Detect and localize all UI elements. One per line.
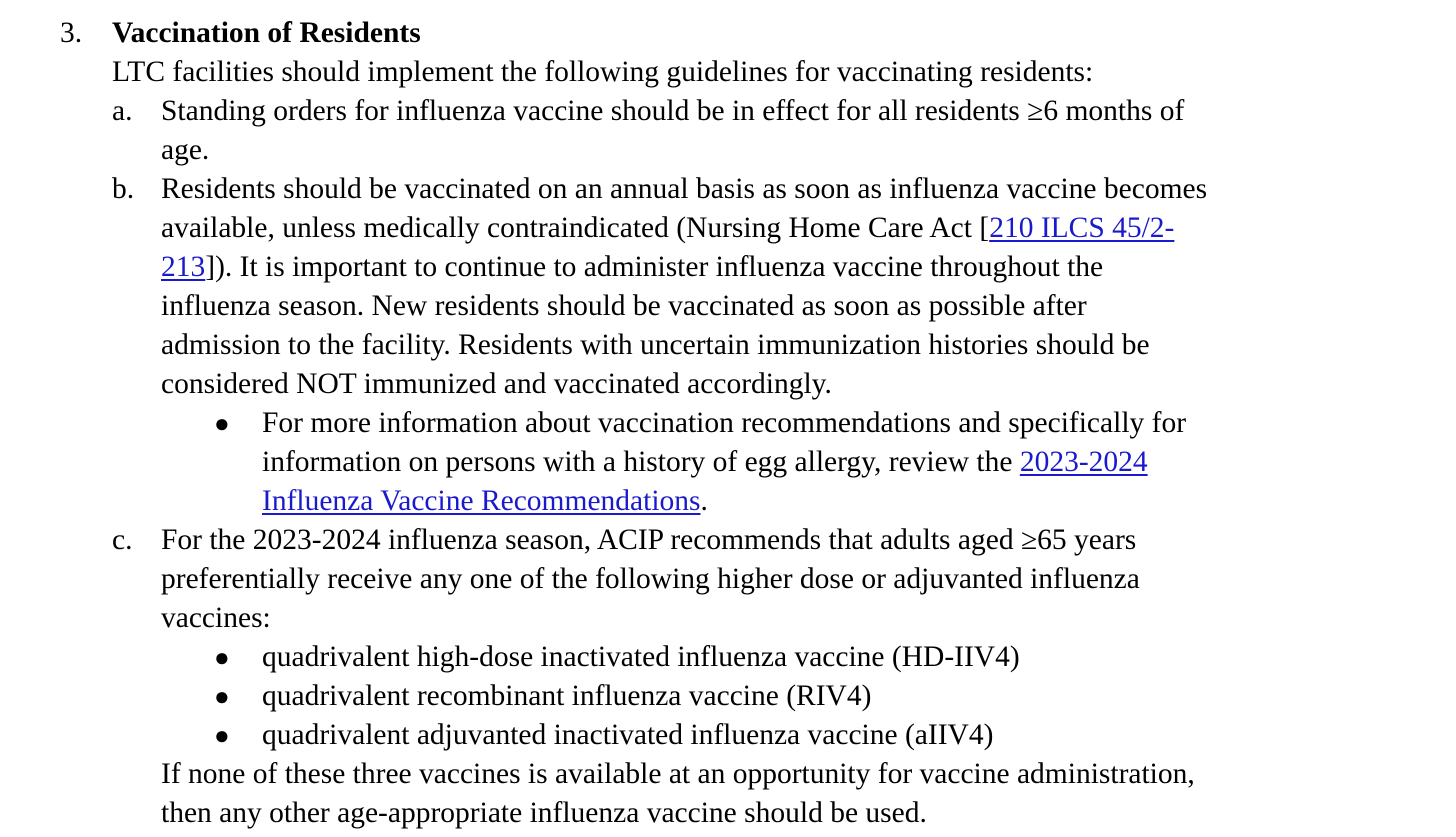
item-a-marker: a. bbox=[112, 95, 133, 127]
item-c-closing-row-2 bbox=[0, 794, 1456, 833]
item-b-bullet-line-1: For more information about vaccination recommendations and specifically for bbox=[262, 407, 1187, 439]
section-title: Vaccination of Residents bbox=[112, 17, 421, 49]
item-a-line-1: Standing orders for influenza vaccine should be in effect for all residents ≥6 months of bbox=[161, 95, 1185, 127]
section-intro-row bbox=[0, 53, 1456, 92]
item-c-row-2 bbox=[0, 560, 1456, 599]
item-b-line-1: Residents should be vaccinated on an annual basis as soon as influenza vaccine becomes bbox=[161, 173, 1208, 205]
item-c-bullet-row bbox=[0, 716, 1456, 755]
item-b-line-2-text: available, unless medically contraindicated (Nursing Home Care Act [ bbox=[161, 212, 990, 244]
item-c-closing-row-1 bbox=[0, 755, 1456, 794]
item-a-row-2 bbox=[0, 131, 1456, 170]
item-a-row-1 bbox=[0, 92, 1456, 131]
item-c-line-3: vaccines: bbox=[161, 602, 271, 634]
bullet-icon: ● bbox=[214, 682, 230, 711]
section-heading-row bbox=[0, 14, 1456, 53]
item-a-line-2: age. bbox=[161, 134, 210, 166]
item-c-bullet-row bbox=[0, 638, 1456, 677]
item-c-bullet-row bbox=[0, 677, 1456, 716]
item-c-row-3 bbox=[0, 599, 1456, 638]
item-b-row-4 bbox=[0, 287, 1456, 326]
item-b-row-5 bbox=[0, 326, 1456, 365]
item-b-line-3 bbox=[161, 248, 1103, 287]
item-c-line-2: preferentially receive any one of the following higher dose or adjuvanted influenza bbox=[161, 563, 1140, 595]
item-c-marker: c. bbox=[112, 524, 133, 556]
item-b-bullet-line-3-text: . bbox=[700, 485, 708, 517]
item-b-row-1 bbox=[0, 170, 1456, 209]
item-b-bullet-line-2-text: information on persons with a history of egg allergy, review the bbox=[262, 446, 1020, 478]
bullet-icon: ● bbox=[214, 409, 230, 438]
recommendations-link-part-2[interactable]: Influenza Vaccine Recommendations bbox=[262, 485, 701, 517]
item-c-row-1 bbox=[0, 521, 1456, 560]
item-b-bullet-row-3 bbox=[0, 482, 1456, 521]
item-b-bullet-line-2 bbox=[262, 443, 1148, 482]
item-c-closing-line-2: then any other age-appropriate influenza vaccine should be used. bbox=[161, 797, 927, 829]
recommendations-link-part-1[interactable]: 2023-2024 bbox=[1019, 446, 1148, 478]
ilcs-link-part-1[interactable]: 210 ILCS 45/2- bbox=[989, 212, 1175, 244]
vaccine-option: quadrivalent high-dose inactivated influenza vaccine (HD-IIV4) bbox=[262, 641, 1020, 673]
item-c-closing-line-1: If none of these three vaccines is available at an opportunity for vaccine administration, bbox=[161, 758, 1195, 790]
vaccine-option: quadrivalent adjuvanted inactivated influenza vaccine (aIIV4) bbox=[262, 719, 994, 751]
vaccine-option: quadrivalent recombinant influenza vaccine (RIV4) bbox=[262, 680, 872, 712]
bullet-icon: ● bbox=[214, 643, 230, 672]
item-b-marker: b. bbox=[112, 173, 135, 205]
item-b-line-4: influenza season. New residents should be vaccinated as soon as possible after bbox=[161, 290, 1087, 322]
section-number: 3. bbox=[60, 17, 83, 49]
item-b-bullet-row-1 bbox=[0, 404, 1456, 443]
item-b-bullet-row-2 bbox=[0, 443, 1456, 482]
ilcs-link-part-2[interactable]: 213 bbox=[161, 251, 206, 283]
item-b-line-2 bbox=[161, 209, 1174, 248]
item-b-row-3 bbox=[0, 248, 1456, 287]
item-b-row-2 bbox=[0, 209, 1456, 248]
item-b-row-6 bbox=[0, 365, 1456, 404]
document-page bbox=[0, 14, 1456, 833]
item-b-line-6: considered NOT immunized and vaccinated accordingly. bbox=[161, 368, 832, 400]
section-intro: LTC facilities should implement the following guidelines for vaccinating residents: bbox=[112, 56, 1094, 88]
bullet-icon: ● bbox=[214, 721, 230, 750]
item-c-line-1: For the 2023-2024 influenza season, ACIP recommends that adults aged ≥65 years bbox=[161, 524, 1137, 556]
item-b-line-3-text: ]). It is important to continue to administer influenza vaccine throughout the bbox=[205, 251, 1104, 283]
item-b-bullet-line-3 bbox=[262, 482, 708, 521]
item-b-line-5: admission to the facility. Residents with uncertain immunization histories should be bbox=[161, 329, 1150, 361]
